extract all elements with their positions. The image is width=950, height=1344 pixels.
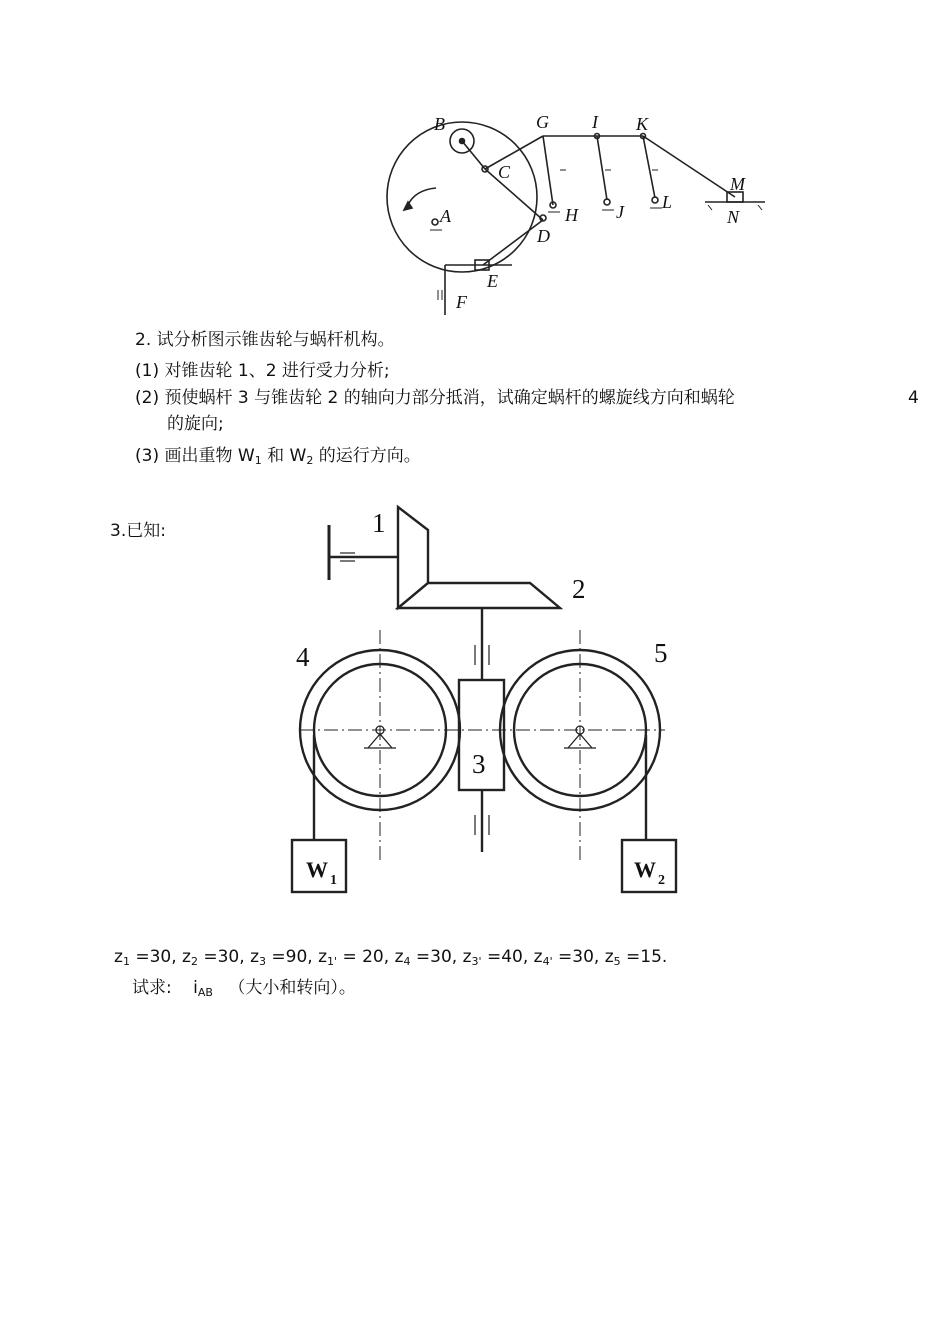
label-D: D [537, 226, 550, 246]
q2-title: 2. 试分析图示锥齿轮与蜗杆机构。 [135, 330, 395, 350]
q2-item-2-num: 4 [908, 388, 919, 408]
label-C: C [498, 162, 511, 182]
label-wheel-5: 5 [654, 638, 668, 668]
q2-item-2-cont: 的旋向; [167, 414, 224, 434]
q3-ask: 试求: $i_{AB}$ （大小和转向）。 [132, 978, 356, 999]
linkage-figure [370, 100, 780, 320]
label-I: I [592, 112, 598, 132]
label-J: J [616, 202, 624, 222]
label-L: L [662, 192, 673, 212]
label-H: H [565, 205, 578, 225]
q3-formula: $z_1 =30$, $z_2 =30$, $z_3 =90$, $z_{1'} = 20$, $z_4 =30$, $z_{3'} =40$, $z_{4'} =30$, $z_5 =15$. [114, 947, 668, 968]
gear-worm-figure [280, 495, 700, 905]
label-M: M [730, 174, 745, 194]
label-E: E [487, 271, 498, 291]
label-w1-sub: 1 [330, 873, 337, 888]
label-wheel-4: 4 [296, 642, 310, 672]
label-w1: W [306, 857, 328, 882]
label-N: N [727, 207, 740, 227]
q3-title: 3.已知: [110, 521, 166, 541]
label-B: B [434, 114, 445, 134]
label-G: G [536, 112, 549, 132]
label-w2: W [634, 857, 656, 882]
label-A: A [440, 206, 451, 226]
q2-item-1: (1) 对锥齿轮 1、2 进行受力分析; [135, 361, 390, 381]
label-K: K [636, 114, 649, 134]
q2-item-3: (3) 画出重物 $W_1$ 和 $W_2$ 的运行方向。 [135, 446, 421, 467]
label-worm-3: 3 [472, 749, 486, 779]
label-gear-2: 2 [572, 574, 586, 604]
label-F: F [456, 292, 467, 312]
q2-item-2: (2) 预使蜗杆 3 与锥齿轮 2 的轴向力部分抵消，试确定蜗杆的螺旋线方向和蜗轮 [135, 388, 735, 408]
disc-circle [387, 122, 537, 272]
label-w2-sub: 2 [658, 873, 665, 888]
label-gear-1: 1 [372, 508, 386, 538]
